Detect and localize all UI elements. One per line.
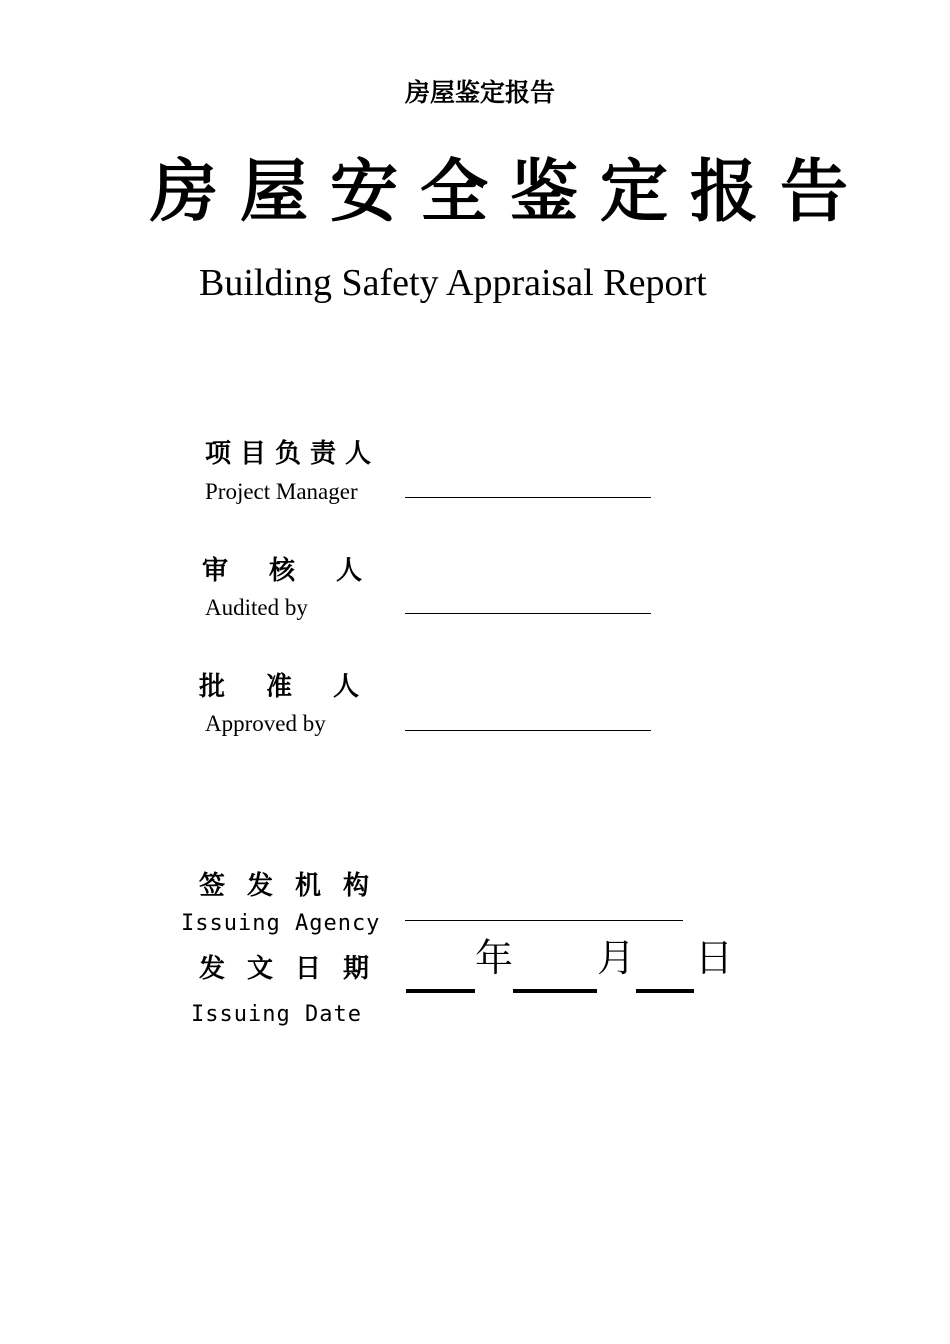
year-char: 年	[475, 936, 514, 980]
audited-by-label-en: Audited by	[205, 595, 308, 620]
project-manager-signature-line	[405, 497, 651, 498]
issuing-agency-label-cn: 签发机构	[199, 871, 392, 901]
year-blank-line	[406, 989, 475, 993]
approved-by-signature-line	[405, 730, 651, 731]
audited-by-signature-line	[405, 613, 651, 614]
issuing-agency-label-en: Issuing Agency	[181, 911, 381, 936]
approved-by-label-en: Approved by	[205, 711, 326, 736]
month-blank-line	[513, 989, 597, 993]
project-manager-label-en: Project Manager	[205, 479, 358, 504]
issuing-date-label-en: Issuing Date	[191, 1002, 362, 1027]
day-blank-line	[636, 989, 694, 993]
day-char: 日	[695, 936, 734, 980]
approved-by-label-cn: 批准人	[199, 672, 401, 702]
report-title-chinese: 房屋安全鉴定报告	[150, 153, 871, 232]
report-title-english: Building Safety Appraisal Report	[199, 262, 707, 304]
issuing-agency-signature-line	[405, 920, 683, 921]
month-char: 月	[597, 936, 636, 980]
audited-by-label-cn: 审核人	[202, 556, 404, 586]
issuing-date-label-cn: 发文日期	[199, 954, 392, 984]
running-title: 房屋鉴定报告	[404, 78, 555, 107]
project-manager-label-cn: 项目负责人	[205, 439, 381, 469]
